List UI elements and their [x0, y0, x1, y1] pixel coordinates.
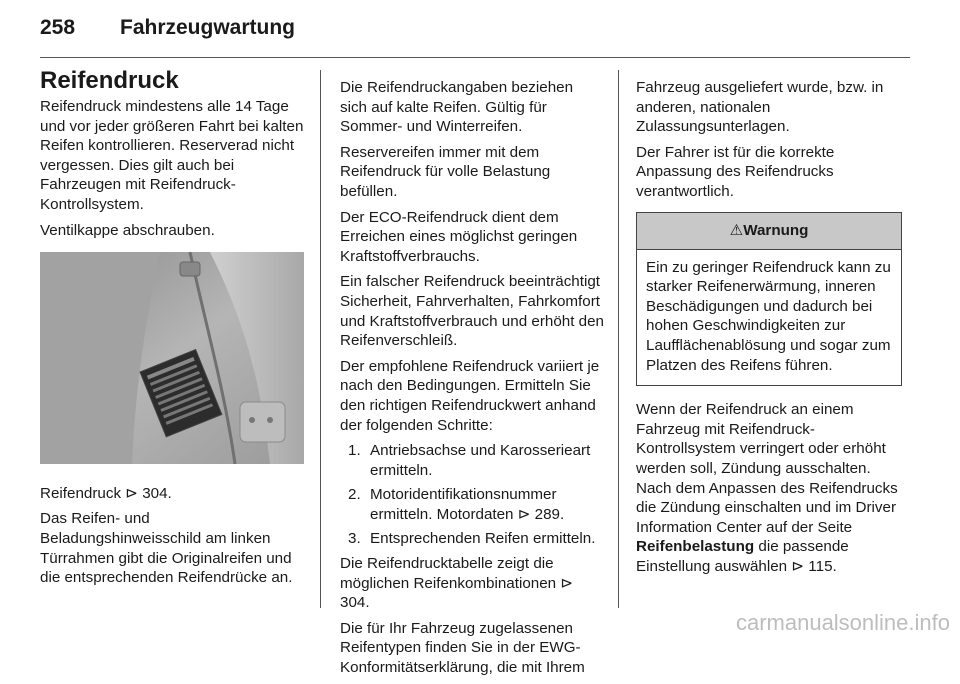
paragraph: Der ECO-Reifendruck dient dem Erreichen eines möglichst geringen Kraftstoffverbrauchs.	[340, 208, 578, 265]
steps-list	[340, 441, 604, 549]
column-3	[636, 78, 902, 582]
paragraph: Reservereifen immer mit dem Reifendruck für volle Belastung befüllen.	[340, 143, 551, 200]
column-1	[40, 68, 304, 594]
page-header	[40, 16, 910, 46]
paragraph: Reifendruck ⊳ 304.	[40, 484, 172, 502]
warning-box	[636, 212, 902, 387]
list-item: 2. Motoridentifikationsnummer ermitteln. Motordaten ⊳ 289.	[348, 486, 565, 523]
warning-title: Warnung	[743, 221, 809, 239]
list-item: 1. Antriebsachse und Karosserieart ermitteln.	[348, 442, 591, 479]
paragraph: Ventilkappe abschrauben.	[40, 221, 215, 239]
setting-name: Reifenbelastung	[636, 538, 755, 556]
paragraph: Das Reifen- und Beladungshinweisschild am linken Türrahmen gibt die Originalreifen und die entsprechenden Reifendrücke an.	[40, 510, 293, 587]
warning-header	[637, 213, 901, 250]
paragraph: Die für Ihr Fahrzeug zugelassenen Reifentypen finden Sie in der EWG-Konformitätserklärung, die mit Ihrem	[340, 619, 585, 677]
paragraph: Der empfohlene Reifendruck variiert je nach den Bedingungen. Ermitteln Sie den richtigen Reifendruckwert anhand der folgenden Schritte:	[340, 357, 600, 434]
column-divider	[618, 70, 619, 608]
paragraph: Reifendruck mindestens alle 14 Tage und vor jeder größeren Fahrt bei kalten Reifen kontrollieren. Reserverad nicht vergessen. Dies gilt auch bei Fahrzeugen mit Reifendruck-Kontrollsystem.	[40, 98, 304, 213]
warning-icon: ⚠	[729, 221, 744, 239]
list-item: 3. Entsprechenden Reifen ermitteln.	[348, 530, 596, 548]
paragraph: Fahrzeug ausgeliefert wurde, bzw. in anderen, nationalen Zulassungsunterlagen.	[636, 79, 884, 136]
header-rule	[40, 57, 910, 58]
door-frame-photo	[40, 252, 304, 464]
paragraph: Wenn der Reifendruck an einem Fahrzeug mit Reifendruck-Kontrollsystem verringert oder erhöht werden soll, Zündung ausschalten. Nach dem Anpassen des Reifendrucks die Zündung einschalten und im Driver Information Center auf der Seite Reifenbelastung die passende Einstellung auswählen ⊳ 115.	[636, 401, 898, 575]
column-2	[340, 78, 604, 684]
paragraph: Die Reifendrucktabelle zeigt die möglichen Reifenkombinationen ⊳ 304.	[340, 555, 574, 612]
paragraph: Ein falscher Reifendruck beeinträchtigt Sicherheit, Fahrverhalten, Fahrkomfort und Kraftstoffverbrauch und erhöht den Reifenverschleiß.	[340, 273, 604, 350]
watermark: carmanualsonline.info	[735, 610, 950, 635]
chapter-title: Fahrzeugwartung	[120, 16, 296, 39]
paragraph: Die Reifendruckangaben beziehen sich auf kalte Reifen. Gültig für Sommer- und Winterreifen.	[340, 79, 574, 136]
warning-text: Ein zu geringer Reifendruck kann zu starker Reifenerwärmung, inneren Beschädigungen und dadurch bei hohen Geschwindigkeiten zur Laufflächenablösung und sogar zum Platzen des Reifens führen.	[646, 258, 891, 374]
page-number: 258	[40, 16, 76, 39]
paragraph: Der Fahrer ist für die korrekte Anpassung des Reifendrucks verantwortlich.	[636, 143, 835, 200]
column-divider	[320, 70, 321, 608]
section-title: Reifendruck	[40, 67, 179, 94]
